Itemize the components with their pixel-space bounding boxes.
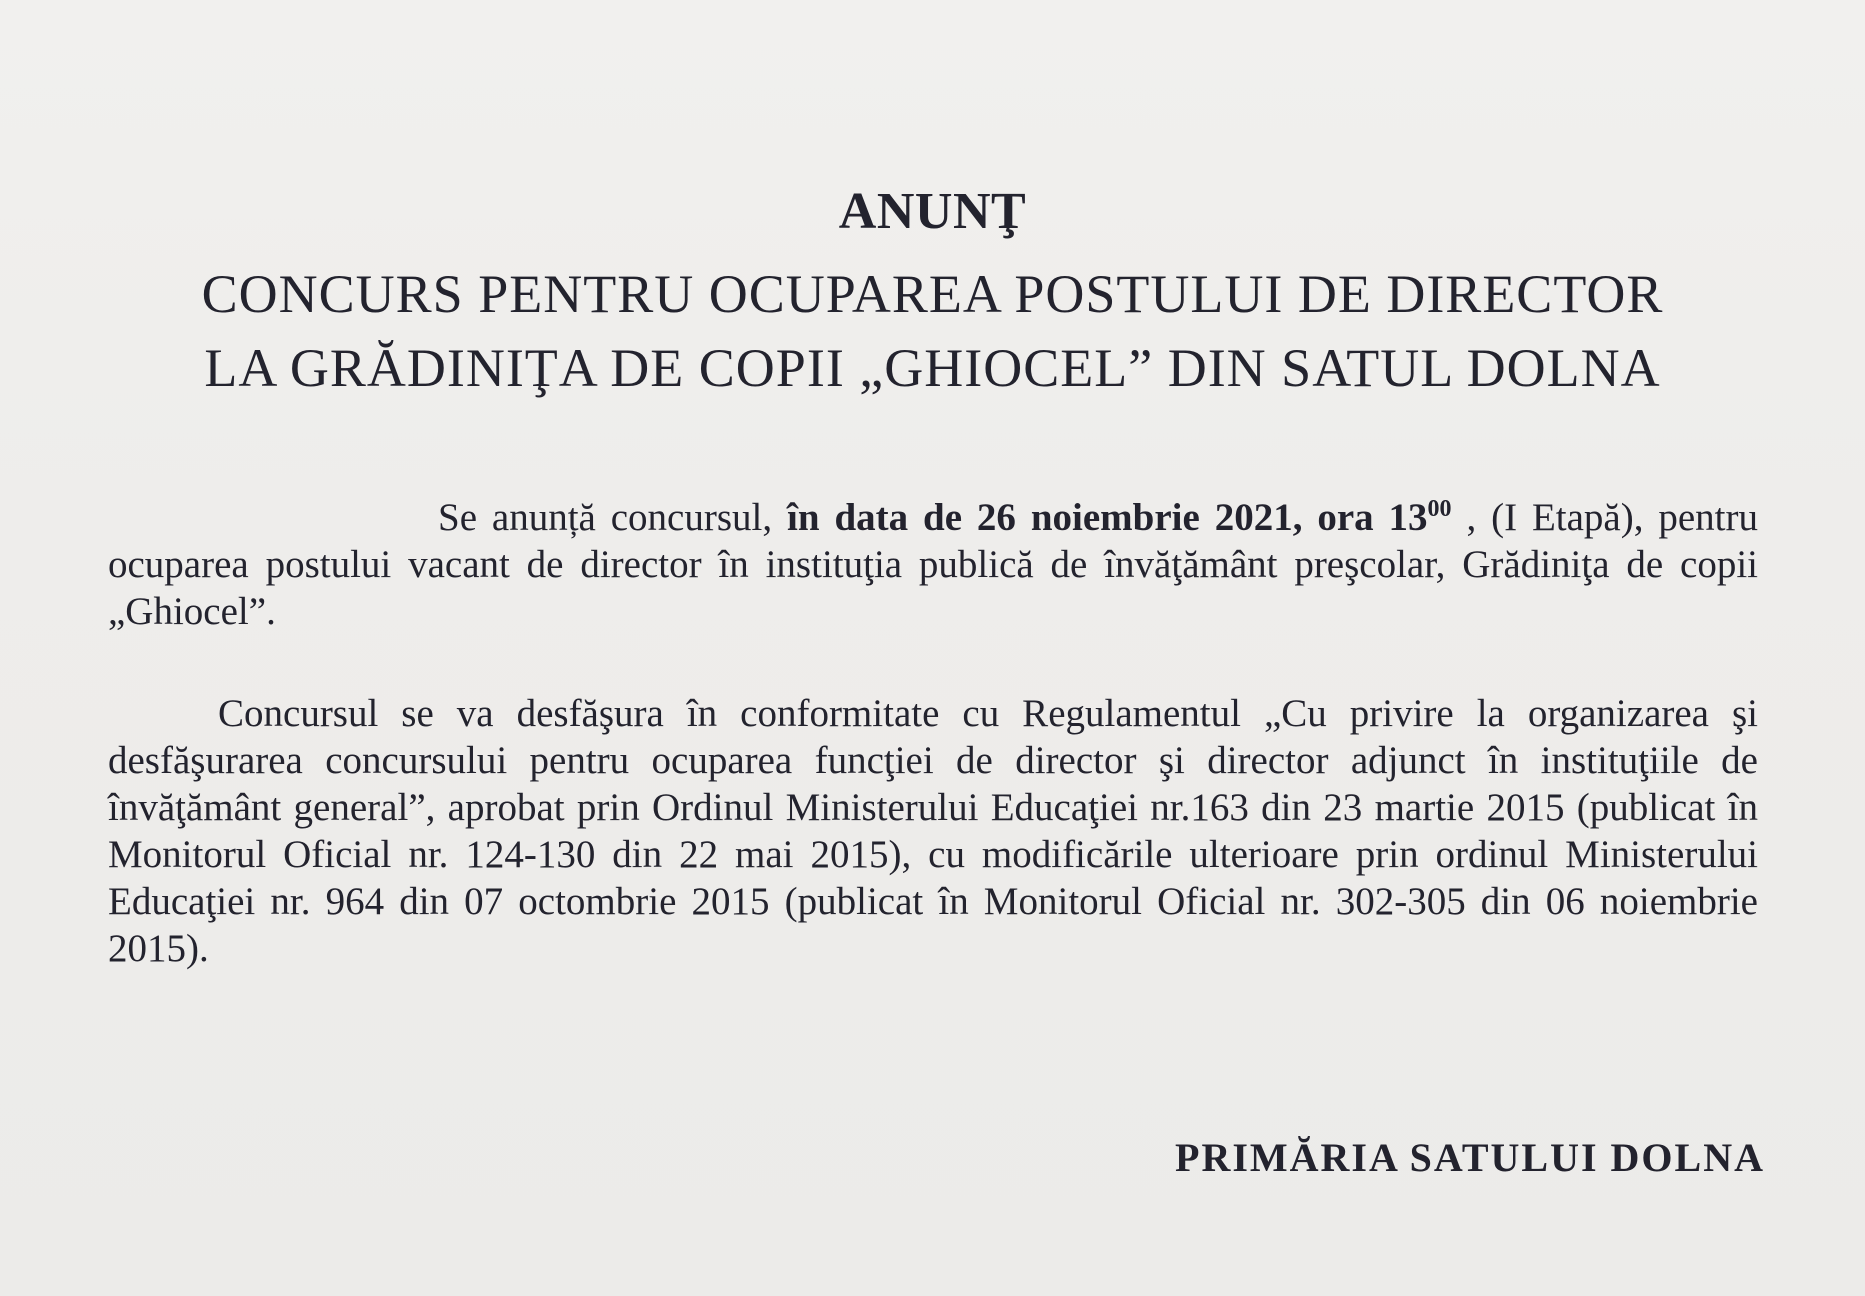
contest-time-minutes: 00: [1427, 496, 1452, 522]
paragraph-regulation: Concursul se va desfăşura în conformitate cu Regulamentul „Cu privire la organizarea şi desfăşurarea concursului pentru ocuparea funcţiei de director şi director adjunct în instituţiile de învăţământ general”, aprobat prin Ordinul Ministerului Educaţiei nr.163 din 23 martie 2015 (publicat în Monitorul Oficial nr. 124-130 din 22 mai 2015), cu modificările ulterioare prin ordinul Ministerului Educaţiei nr. 964 din 07 octombrie 2015 (publicat în Monitorul Oficial nr. 302-305 din 06 noiembrie 2015).: [108, 692, 1758, 970]
paragraph-contest-date: [108, 494, 1758, 635]
announcement-subtitle-line1: CONCURS PENTRU OCUPAREA POSTULUI DE DIRECTOR: [201, 264, 1664, 324]
paragraph-intro: Se anunță concursul,: [438, 496, 788, 539]
contest-date: în data de 26 noiembrie 2021, ora 13: [787, 496, 1428, 539]
announcement-subtitle-line2: LA GRĂDINIŢA DE COPII „GHIOCEL” DIN SATUL DOLNA: [204, 338, 1661, 398]
signature: PRIMĂRIA SATULUI DOLNA: [1175, 1135, 1765, 1180]
paragraph-rest: , (I Etapă), pentru ocuparea postului vacant de director în instituţia publică de învăţământ preşcolar, Grădiniţa de copii „Ghiocel”.: [108, 496, 1759, 633]
announcement-title: ANUNŢ: [838, 183, 1027, 240]
